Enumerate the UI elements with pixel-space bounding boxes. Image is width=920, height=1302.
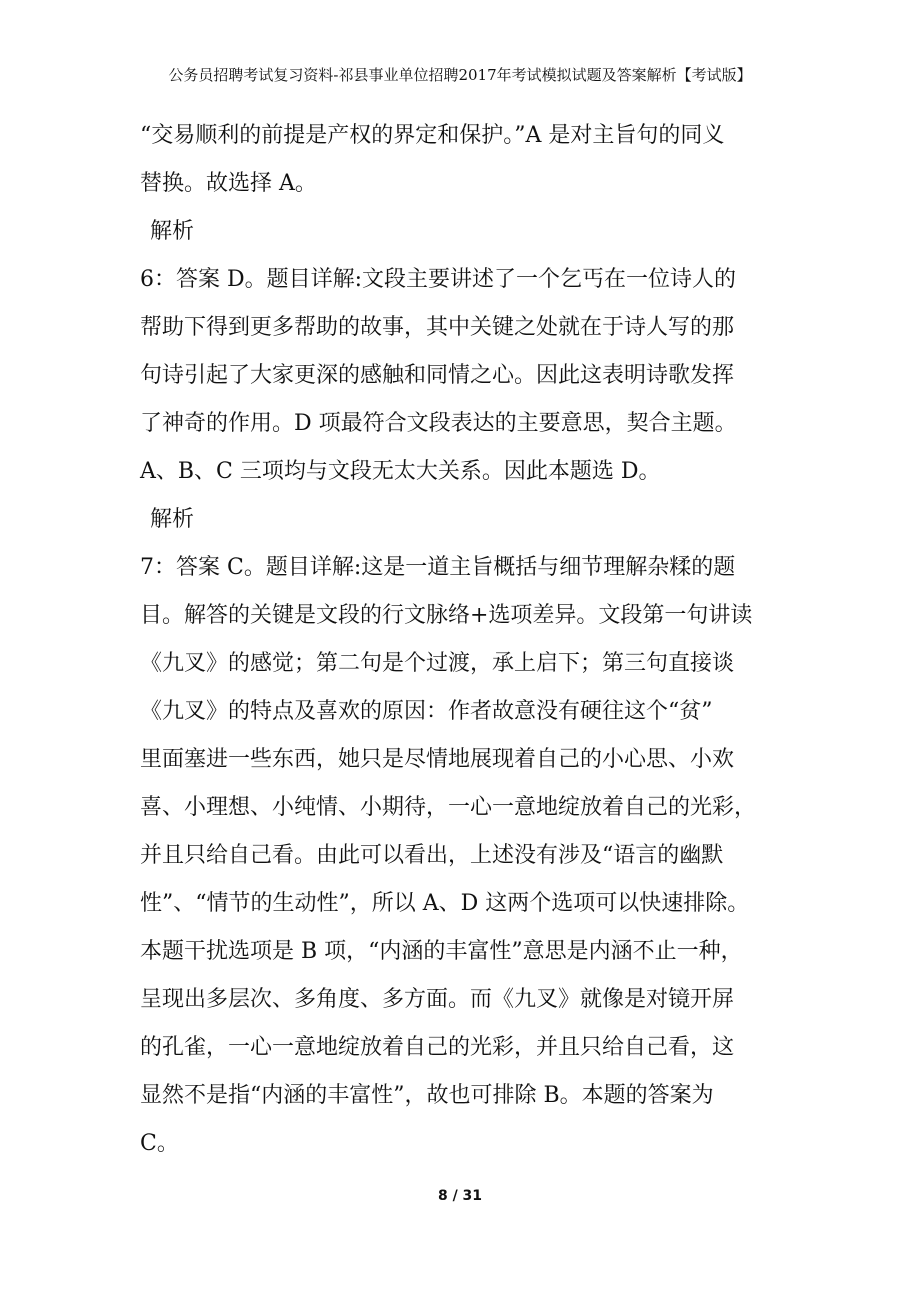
text-line: 6：答案 D。题目详解:文段主要讲述了一个乞丐在一位诗人的 (140, 267, 737, 292)
text-line: 目。解答的关键是文段的行文脉络+选项差异。文段第一句讲读 (140, 603, 753, 628)
text-line: 7：答案 C。题目详解:这是一道主旨概括与细节理解杂糅的题 (140, 555, 736, 580)
text-line: 《九叉》的感觉；第二句是个过渡，承上启下；第三句直接谈 (140, 651, 735, 676)
text-line: 喜、小理想、小纯情、小期待，一心一意地绽放着自己的光彩， (140, 795, 757, 820)
text-line: 的孔雀，一心一意地绽放着自己的光彩，并且只给自己看，这 (140, 1035, 735, 1060)
text-line: 帮助下得到更多帮助的故事，其中关键之处就在于诗人写的那 (140, 315, 735, 340)
text-line: 里面塞进一些东西，她只是尽情地展现着自己的小心思、小欢 (140, 747, 735, 772)
page-number: 8 / 31 (437, 1188, 483, 1204)
section-heading-analysis: 解析 (150, 219, 195, 244)
text-line: 替换。故选择 A。 (140, 171, 317, 196)
text-line: 了神奇的作用。D 项最符合文段表达的主要意思，契合主题。 (140, 411, 737, 436)
section-heading-analysis: 解析 (150, 507, 195, 532)
text-line: A、B、C 三项均与文段无太大关系。因此本题选 D。 (140, 459, 661, 484)
text-line: 并且只给自己看。由此可以看出，上述没有涉及“语言的幽默 (140, 843, 724, 868)
text-line: 句诗引起了大家更深的感触和同情之心。因此这表明诗歌发挥 (140, 363, 735, 388)
text-line: 显然不是指“内涵的丰富性”，故也可排除 B。本题的答案为 (140, 1083, 714, 1108)
body-text (140, 112, 790, 1168)
text-line: “交易顺利的前提是产权的界定和保护。”A 是对主旨句的同义 (140, 123, 725, 148)
text-line: 性”、“情节的生动性”，所以 A、D 这两个选项可以快速排除。 (140, 891, 750, 916)
text-line: C。 (140, 1131, 179, 1156)
page-header: 公务员招聘考试复习资料-祁县事业单位招聘2017年考试模拟试题及答案解析【考试版】 (168, 66, 752, 84)
text-line: 《九叉》的特点及喜欢的原因：作者故意没有硬往这个“贫” (140, 699, 713, 724)
text-line: 本题干扰选项是 B 项，“内涵的丰富性”意思是内涵不止一种， (140, 939, 743, 964)
text-line: 呈现出多层次、多角度、多方面。而《九叉》就像是对镜开屏 (140, 987, 735, 1012)
